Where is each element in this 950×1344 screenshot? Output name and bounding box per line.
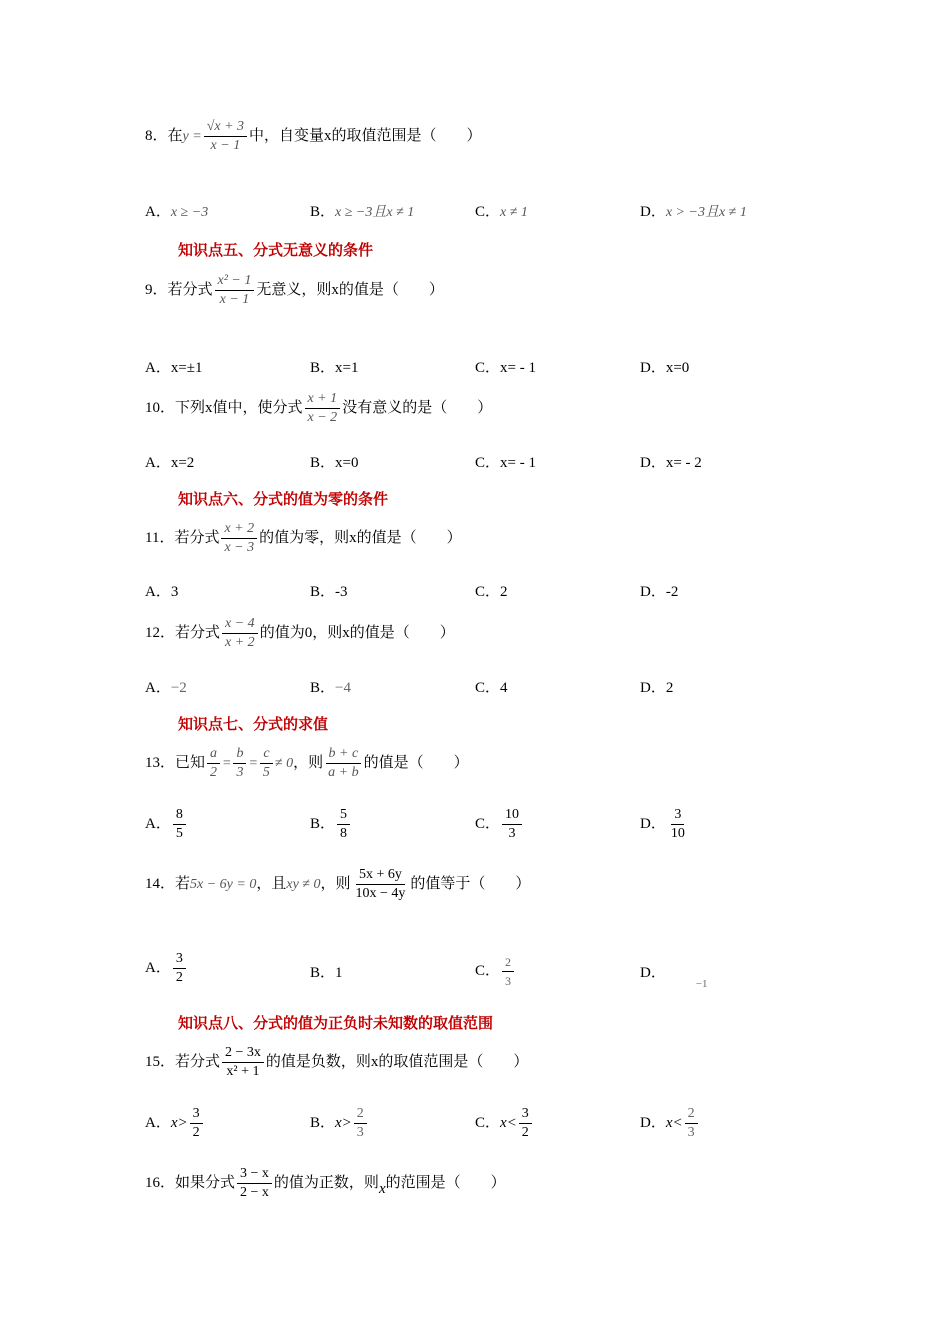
q9-option-a[interactable]: A．x=±1 <box>145 360 203 376</box>
section-8-heading: 知识点八、分式的值为正负时未知数的取值范围 <box>178 1014 494 1032</box>
q10-option-d[interactable]: D．x= - 2 <box>640 455 702 471</box>
question-15: 15．若分式 $\frac{2 - 3x}{\text{x² + 1}}$ 的值是负数，则x的取值范围是（ ） <box>145 1045 529 1079</box>
q12-option-c[interactable]: C．4 <box>475 680 508 696</box>
q15-option-b[interactable]: B．x> $\frac{2}{3}$ <box>310 1105 369 1142</box>
q12-option-b[interactable]: B．−4 <box>310 680 351 696</box>
q13-option-a[interactable]: A． $\frac{8}{5}$ <box>145 806 188 843</box>
q8-prefix: 8．在 <box>145 127 183 144</box>
question-10: 10．下列x值中，使分式 $\frac{x + 1}{x - 2}$ 没有意义的是（ ） <box>145 391 493 425</box>
q14-option-c[interactable]: C． $\frac{2}{3}$ <box>475 953 516 990</box>
q13-fraction: $\frac{b + c}{a + b}$ <box>325 745 361 782</box>
q8-fraction: $\frac{√x + 3}{x - 1}$ <box>204 118 247 155</box>
q9-option-b[interactable]: B．x=1 <box>310 360 359 376</box>
q11-option-c[interactable]: C．2 <box>475 584 508 600</box>
q14-option-a[interactable]: A． $\frac{3}{2}$ <box>145 950 188 987</box>
q11-fraction: $\frac{x + 2}{x - 3}$ <box>221 520 257 557</box>
q8-suffix: 中，自变量x的取值范围是（ ） <box>249 127 482 144</box>
section-7-heading: 知识点七、分式的求值 <box>178 715 329 733</box>
q13-option-b[interactable]: B． $\frac{5}{8}$ <box>310 806 352 843</box>
q13-option-d[interactable]: D． $\frac{3}{10}$ <box>640 807 685 841</box>
q10-option-a[interactable]: A．x=2 <box>145 455 195 471</box>
question-11: 11．若分式 $\frac{x + 2}{x - 3}$ 的值为零，则x的值是（ ） <box>145 521 462 555</box>
q14-option-d[interactable]: D．$_{-1}$ <box>640 965 708 990</box>
question-14: 14．若5x − 6y = 0，且xy ≠ 0，则 $\frac{5x + 6y}{10x - 4y}$ 的值等于（ ） <box>145 867 531 901</box>
q12-fraction: $\frac{x - 4}{x + 2}$ <box>222 615 258 652</box>
section-5-heading: 知识点五、分式无意义的条件 <box>178 241 374 259</box>
q15-option-c[interactable]: C．x< $\frac{3}{2}$ <box>475 1105 534 1142</box>
q11-option-d[interactable]: D．-2 <box>640 584 679 600</box>
q13-frac-a: $\frac{a}{2}$ <box>207 745 220 782</box>
question-13: 13．已知 $\frac{a}{2}$ = $\frac{b}{3}$ = $\frac{c}{5}$ ≠ 0，则 $\frac{b + c}{a + b}$ 的值是（ ） <box>145 746 469 780</box>
q13-frac-c: $\frac{c}{5}$ <box>260 745 273 782</box>
section-6-heading: 知识点六、分式的值为零的条件 <box>178 490 389 508</box>
q8-option-c[interactable]: C．x ≠ 1 <box>475 204 528 220</box>
q12-option-d[interactable]: D．2 <box>640 680 674 696</box>
question-8 <box>145 118 482 155</box>
q15-option-a[interactable]: A．x> $\frac{3}{2}$ <box>145 1105 205 1142</box>
q8-option-a[interactable]: A．x ≥ −3 <box>145 204 209 220</box>
q12-option-a[interactable]: A．−2 <box>145 680 187 696</box>
q10-fraction: $\frac{x + 1}{x - 2}$ <box>305 390 341 427</box>
q13-frac-b: $\frac{b}{3}$ <box>233 745 246 782</box>
q8-option-d[interactable]: D．x > −3且x ≠ 1 <box>640 204 747 220</box>
q16-fraction: $\frac{3 - x}{2 - x}$ <box>237 1165 272 1202</box>
q15-fraction: $\frac{2 - 3x}{\text{x² + 1}}$ <box>222 1044 264 1081</box>
q9-fraction: $\frac{\text{x² − 1}}{x - 1}$ <box>215 272 255 309</box>
q15-option-d[interactable]: D．x< $\frac{2}{3}$ <box>640 1105 700 1142</box>
q13-option-c[interactable]: C． $\frac{10}{3}$ <box>475 806 524 843</box>
question-16: 16．如果分式 $\frac{3 - x}{2 - x}$ 的值为正数，则x的范围是（ ） <box>145 1166 506 1200</box>
q9-option-c[interactable]: C．x= - 1 <box>475 360 536 376</box>
q9-option-d[interactable]: D．x=0 <box>640 360 690 376</box>
q8-option-b[interactable]: B．x ≥ −3且x ≠ 1 <box>310 204 415 220</box>
q10-option-b[interactable]: B．x=0 <box>310 455 359 471</box>
q14-option-b[interactable]: B．1 <box>310 965 343 981</box>
question-12: 12．若分式 $\frac{x - 4}{x + 2}$ 的值为0，则x的值是（ ） <box>145 616 455 650</box>
q11-option-b[interactable]: B．-3 <box>310 584 348 600</box>
q14-fraction: $\frac{5x + 6y}{10x - 4y}$ <box>355 867 406 901</box>
q11-option-a[interactable]: A．3 <box>145 584 179 600</box>
q10-option-c[interactable]: C．x= - 1 <box>475 455 536 471</box>
q8-lhs: y = <box>182 128 202 144</box>
question-9: 9．若分式 $\frac{\text{x² − 1}}{x - 1}$ 无意义，则x的值是（ ） <box>145 273 444 307</box>
